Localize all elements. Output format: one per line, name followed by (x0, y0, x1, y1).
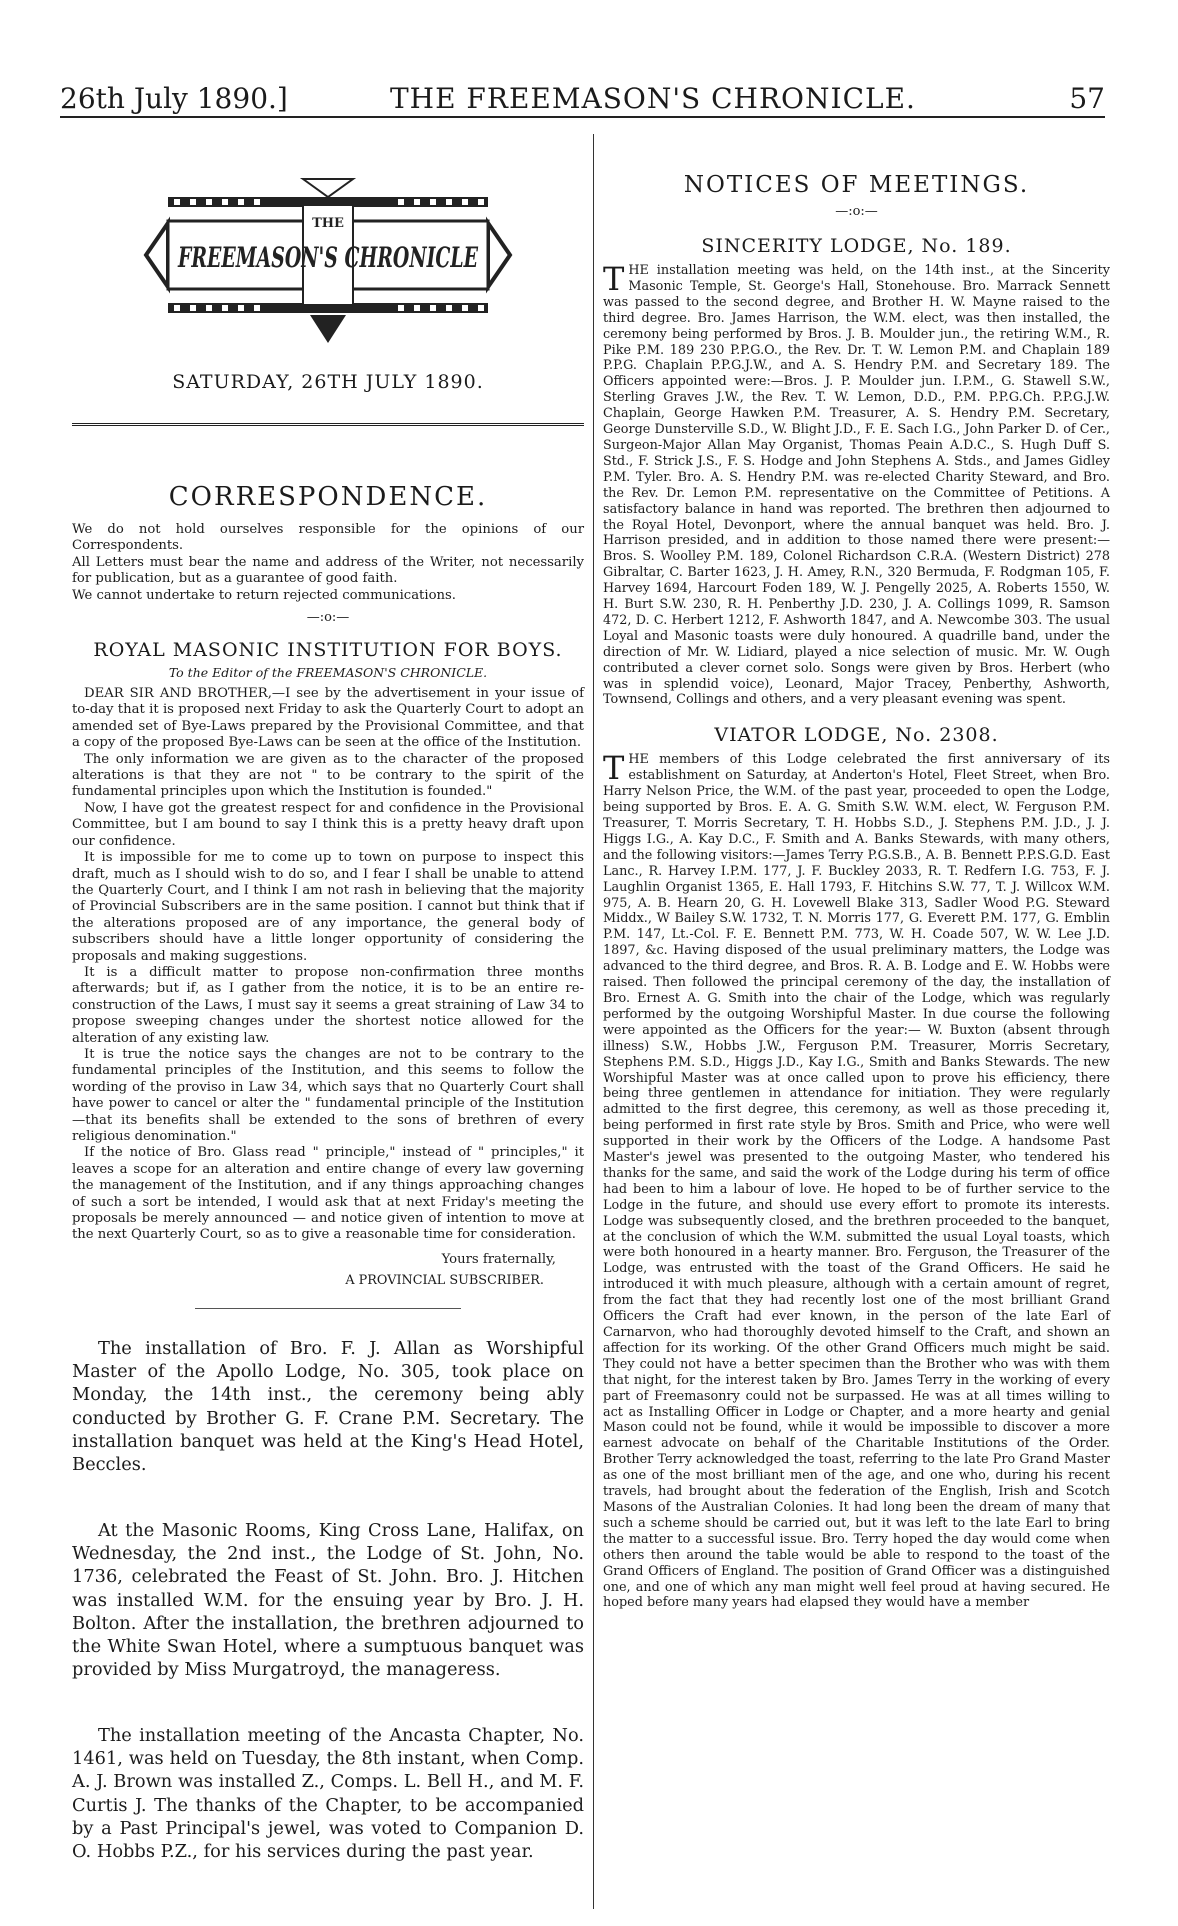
letter-body (72, 686, 584, 1244)
notice-line: We do not hold ourselves responsible for the opinions of our Correspondents. (72, 522, 584, 554)
masthead-logo-text: FREEMASON'S CHRONICLE (177, 241, 479, 274)
news-items (72, 1337, 584, 1864)
lodge-report-text: HE members of this Lodge celebrated the first anniversary of its establishment on Saturday, at Anderton's Hotel, Fleet Street, when Bro. Harry Nelson Price, the W.M. of the past year, proceeded to open the Lodge, being supported by Bros. E. A. G. Smith S.W. W.M. elect, W. Ferguson P.M. Treasurer, T. Morris Secretary, T. H. Hobbs S.D., J. Stephens P.M. J.D., J. J. Higgs I.G., A. Kay D.C., F. Smith and A. Banks Stewards, with many others, and the following visitors:—James Terry P.G.S.B., A. B. Bennett P.P.S.G.D. East Lanc., R. Harvey I.P.M. 177, J. F. Buckley 2033, R. T. Redfern I.G. 753, F. J. Laughlin Organist 1365, E. Hall 1793, F. Hitchins S.W. 77, T. J. Willcox W.M. 975, A. B. Hearn 20, G. H. Lovewell Blake 313, Sadler Wood P.G. Steward Middx., W Bailey S.W. 1732, T. N. Morris 177, G. Everett P.M. 177, G. Emblin P.M. 147, Lt.-Col. F. E. Bennett P.M. 773, W. H. Coade 507, W. W. Lee J.D. 1897, &c. Having disposed of the usual preliminary matters, the Lodge was advanced to the third degree, and Bros. R. A. B. Lodge and E. W. Hobbs were raised. Then followed the principal ceremony of the day, the installation of Bro. Ernest A. G. Smith into the chair of the Lodge, which was regularly performed by the outgoing Worshipful Master. In due course the following were appointed as the Officers for the year:— W. Buxton (absent through illness) S.W., Hobbs J.W., Ferguson P.M. Treasurer, Morris Secretary, Stephens P.M. S.D., Higgs J.D., Kay I.G., Smith and Banks Stewards. The new Worshipful Master was at once called upon to prove his efficiency, there being three gentlemen in attendance for initiation. They were regularly admitted to the first degree, this ceremony, as well as those preceding it, being performed in first rate style by Bros. Smith and Price, who were well supported in their work by the Officers of the Lodge. A handsome Past Master's jewel was presented to the outgoing Master, who tendered his thanks for the same, and said the work of the Lodge during his term of office had been to him a labour of love. He hoped to be of further service to the Lodge in the future, and should use every effort to promote its interests. Lodge was subsequently closed, and the brethren proceeded to the banquet, at the conclusion of which the W.M. submitted the usual Loyal toasts, which were both honoured in a hearty manner. Bro. Ferguson, the Treasurer of the Lodge, was entrusted with the toast of the Grand Officers. He said he introduced it with much pleasure, although with a certain amount of regret, from the fact that they had recently lost one of the most brilliant Grand Officers the Craft had ever known, in the person of the late Earl of Carnarvon, who had thoroughly devoted himself to the Craft, and shown an affection for its working. Of the other Grand Officers much might be said. They could not have a better specimen than the Brother who was with them that night, for the interest taken by Bro. James Terry in the working of every part of Freemasonry could not be surpassed. He was at all times willing to act as Installing Officer in Lodge or Chapter, and a more hearty and genial Mason could not be found, while it would be impossible to discover a more earnest advocate on behalf of the Charitable Institutions of the Order. Brother Terry acknowledged the toast, referring to the late Pro Grand Master as one of the most brilliant men of the age, and one who, during his recent travels, had brought about the federation of the English, Irish and Scotch Masons of the Australian Colonies. It had long been the dream of many that such a scheme should be carried out, but it was left to the late Earl to bring the matter to a successful issue. Bro. Terry hoped the day would come when others then around the table would be able to respond to the toast of the Grand Officers of England. The position of Grand Officer was a distinguished one, and one of which any man might well feel proud at having secured. He hoped before many years had elapsed they would have a member (603, 752, 1110, 1611)
correspondence-notices (72, 522, 584, 604)
issue-dateline: SATURDAY, 26TH JULY 1890. (172, 371, 484, 393)
notice-line: We cannot undertake to return rejected communications. (72, 587, 456, 603)
letter-paragraph: If the notice of Bro. Glass read " principle," instead of " principles," it leaves a scope for an alteration and entire change of every law governing the management of the Institution, and if any things approaching changes of such a sort be intended, I would ask that at next Friday's meeting the proposals be merely announced — and notice given of intention to move at the next Quarterly Court, so as to give a reasonable time for consideration. (72, 1145, 584, 1243)
letter-paragraph: It is impossible for me to come up to town on purpose to inspect this draft, much as I should wish to do so, and I fear I shall be unable to attend the Quarterly Court, and I think I am not rash in believing that the majority of Provincial Subscribers are in the same position. I cannot but think that if the alterations proposed are of any importance, the general body of subscribers should have a little longer opportunity of considering the proposals and making suggestions. (72, 850, 584, 964)
letter-closing: Yours fraternally, (441, 1251, 556, 1267)
letter-signature: A PROVINCIAL SUBSCRIBER. (345, 1272, 544, 1288)
thin-rule (195, 1308, 461, 1309)
letter-subtitle: To the Editor of the FREEMASON'S CHRONICLE. (168, 665, 488, 681)
page-header (60, 76, 1105, 118)
header-date: 26th July 1890.] (60, 82, 288, 115)
letter-title: ROYAL MASONIC INSTITUTION FOR BOYS. (93, 639, 563, 662)
news-item: The installation of Bro. F. J. Allan as Worshipful Master of the Apollo Lodge, No. 305, took place on Monday, the 14th inst., the ceremony being ably conducted by Brother G. F. Crane P.M. Secretary. The installation banquet was held at the King's Head Hotel, Beccles. (72, 1337, 584, 1476)
drop-cap: T (603, 749, 625, 788)
lodge-report-text: HE installation meeting was held, on the 14th inst., at the Sincerity Masonic Temple, St. George's Hall, Stonehouse. Bro. Marrack Sennett was passed to the second degree, and Brother H. W. Mayne raised to the third degree. Bro. James Harrison, the W.M. elect, was then installed, the ceremony being performed by Bros. J. B. Moulder jun., the retiring W.M., R. Pike P.M. 189 230 P.P.G.O., the Rev. Dr. T. W. Lemon P.M. and Chaplain 189 P.P.G. Chaplain P.P.G.J.W., and A. S. Hendry P.M. and Secretary 189. The Officers appointed were:—Bros. J. P. Moulder jun. I.P.M., G. Stawell S.W., Sterling Graves J.W., the Rev. T. W. Lemon, D.D., P.M. P.P.G.Ch. P.P.G.J.W. Chaplain, George Hawken P.M. Treasurer, A. S. Hendry P.M. Secretary, George Dunsterville S.D., W. Blight J.D., F. E. Sach I.G., John Parker D. of Cer., Surgeon-Major Allan May Organist, Thomas Peain A.D.C., S. Hugh Duff S. Std., F. Strick J.S., F. S. Hodge and John Stephens A. Stds., and James Gidley P.M. Tyler. Bro. A. S. Hendry P.M. was re-elected Charity Steward, and Bro. the Rev. Dr. Lemon P.M. representative on the Committee of Petitions. A satisfactory balance in hand was reported. The brethren then adjourned to the Royal Hotel, Devonport, where the annual banquet was held. Bro. J. Harrison presided, and in addition to those named there were present:—Bros. S. Woolley P.M. 189, Colonel Richardson C.R.A. (Western District) 278 Gibraltar, C. Barter 1623, J. H. Amey, R.N., 320 Bermuda, F. Rodgman 105, F. Harvey 1694, Harcourt Foden 189, W. J. Pengelly 2025, A. Roberts 1550, W. H. Burt S.W. 230, R. H. Penberthy J.D. 230, J. A. Collings 1099, R. Samson 472, D. C. Herbert 1212, F. Ashworth 1847, and A. Newcombe 303. The usual Loyal and Masonic toasts were duly honoured. A quadrille band, under the direction of Mr. W. Lidiard, played a nice selection of music. Mr. W. Ough contributed a clever cornet solo. Songs were given by Bros. Herbert (who was in splendid voice), Leonard, Major Tracey, Penberthy, Ashworth, Townsend, Collings and others, and a very pleasant evening was spent. (603, 263, 1110, 708)
lodge-report (603, 260, 1110, 708)
column-divider (593, 134, 594, 1909)
left-column (72, 150, 584, 1905)
right-column (603, 172, 1110, 1611)
letter-paragraph: The only information we are given as to the character of the proposed alterations is that they are not " to be contrary to the spirit of the fundamental principles upon which the Institution is founded." (72, 751, 584, 800)
page-number: 57 (1069, 82, 1105, 115)
news-item: The installation meeting of the Ancasta Chapter, No. 1461, was held on Tuesday, the 8th instant, when Comp. A. J. Brown was installed Z., Comps. L. Bell H., and M. F. Curtis J. The thanks of the Chapter, to be accompanied by a Past Principal's jewel, was voted to Companion D. O. Hobbs P.Z., for his services during the past year. (72, 1724, 584, 1863)
letter-paragraph: It is true the notice says the changes are not to be contrary to the fundamental principles of the Institution, and this seems to follow the wording of the proviso in Law 34, which says that no Quarterly Court shall have power to cancel or alter the " fundamental principle of the Institution—that its benefits shall be extended to the sons of brethren of every religious denomination." (72, 1046, 584, 1144)
letter-paragraph: Now, I have got the greatest respect for and confidence in the Provisional Committee, but I am bound to say I think this is a pretty heavy draft upon our confidence. (72, 800, 584, 849)
double-rule (72, 423, 584, 426)
letter-paragraph: It is a difficult matter to propose non-confirmation three months afterwards; but if, as I gather from the notice, it is to be an entire re-construction of the Laws, I must say it seems a great straining of Law 34 to propose sweeping changes under the shortest notice allowed for the alteration of any existing law. (72, 964, 584, 1046)
correspondence-heading: CORRESPONDENCE. (168, 482, 488, 512)
notice-line: All Letters must bear the name and address of the Writer, not necessarily for publication, but as a guarantee of good faith. (72, 554, 584, 587)
drop-cap: T (603, 260, 625, 298)
separator: —:o:— (835, 204, 878, 219)
lodge-title: SINCERITY LODGE, No. 189. (701, 235, 1012, 257)
masthead-small-text: THE (312, 216, 344, 231)
lodge-title: VIATOR LODGE, No. 2308. (714, 724, 999, 747)
news-item: At the Masonic Rooms, King Cross Lane, Halifax, on Wednesday, the 2nd inst., the Lodge of St. John, No. 1736, celebrated the Feast of St. John. Bro. J. Hitchen was installed W.M. for the ensuing year by Bro. J. H. Bolton. After the installation, the brethren adjourned to the White Swan Hotel, where a sumptuous banquet was provided by Miss Murgatroyd, the manageress. (72, 1519, 584, 1681)
header-title: THE FREEMASON'S CHRONICLE. (390, 82, 916, 115)
letter-paragraph: DEAR SIR AND BROTHER,—I see by the advertisement in your issue of to-day that it is proposed next Friday to ask the Quarterly Court to adopt an amended set of Bye-Laws prepared by the Provisional Committee, and that a copy of the proposed Bye-Laws can be seen at the office of the Institution. (72, 686, 584, 751)
masthead-emblem (138, 175, 518, 345)
lodge-report (603, 749, 1110, 1611)
separator: —:o:— (306, 610, 350, 626)
masthead-logo (138, 175, 518, 345)
notices-heading: NOTICES OF MEETINGS. (683, 172, 1030, 198)
